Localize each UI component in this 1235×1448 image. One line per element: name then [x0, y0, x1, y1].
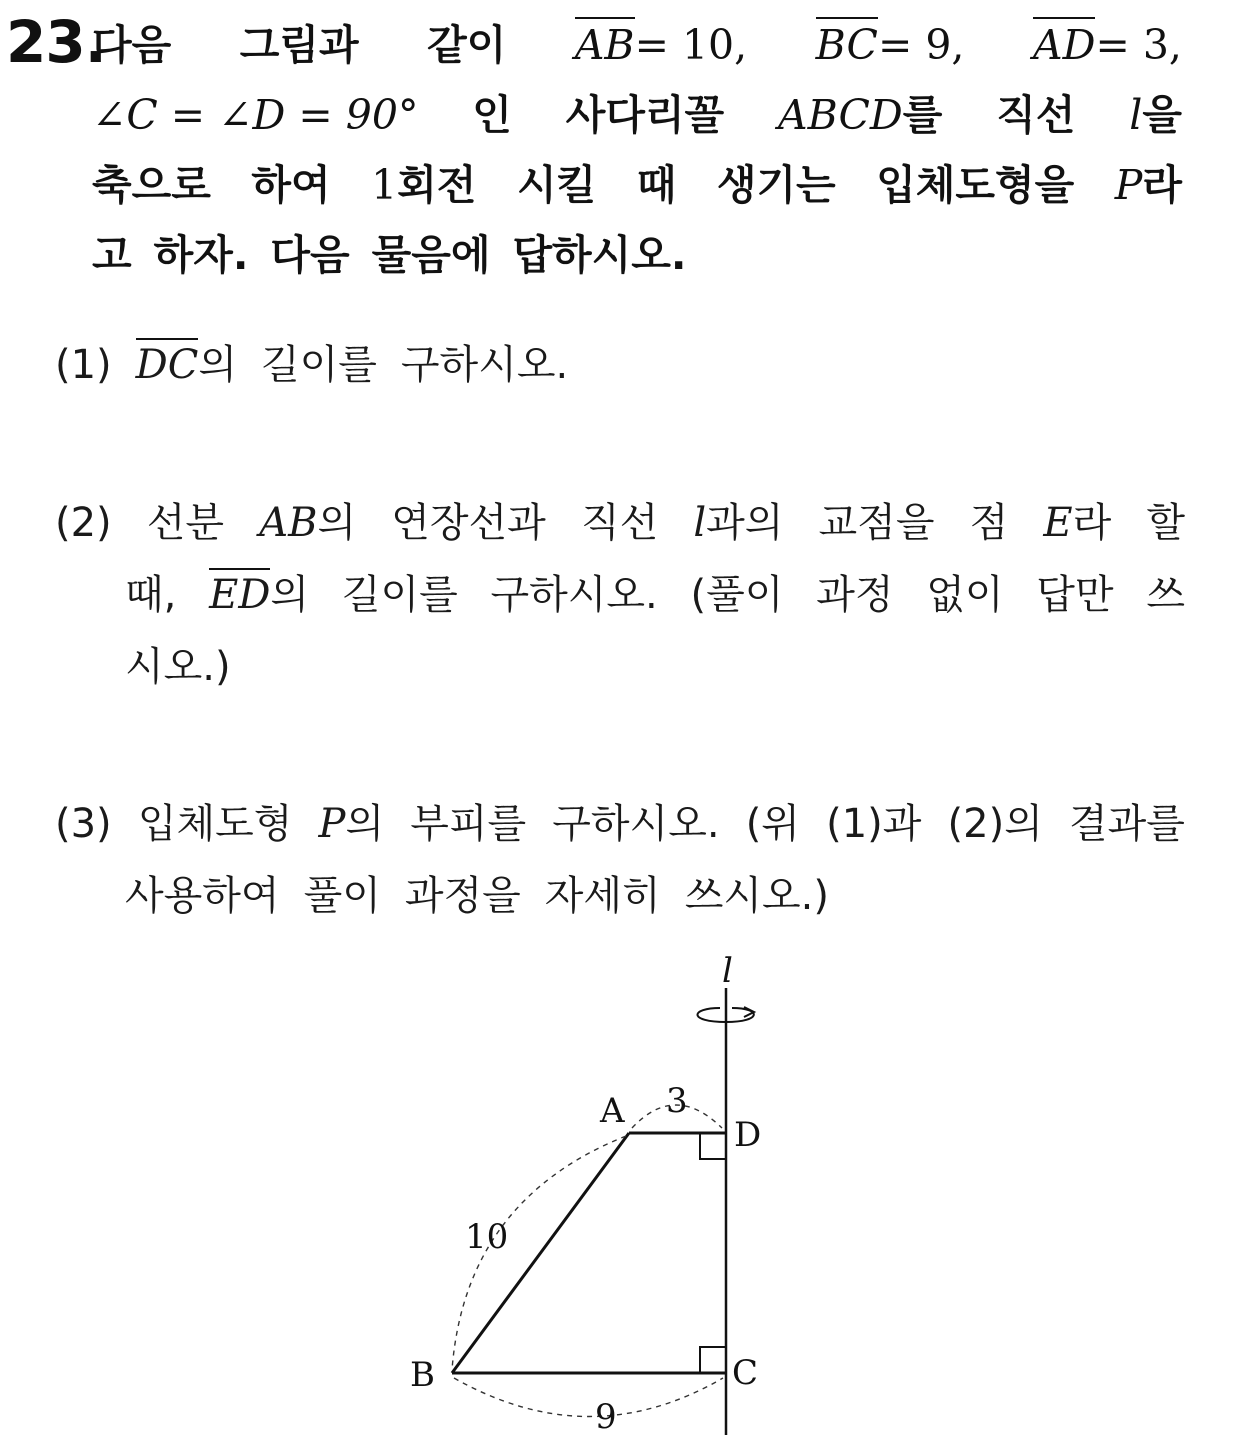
- q-word: 자세히: [544, 873, 661, 919]
- segment-ab-symbol: AB: [575, 17, 635, 69]
- line-l-ref: [1129, 80, 1182, 150]
- stem-word: 생기는: [716, 161, 836, 209]
- stem-word: 때: [636, 161, 677, 209]
- q-word: 입체도형: [137, 801, 293, 847]
- question-1: [55, 329, 1185, 401]
- q-word: (2)의: [947, 801, 1043, 847]
- q-word: 점: [969, 500, 1009, 546]
- q-word: 구하시오.: [552, 801, 720, 847]
- q-particle: 과의: [706, 500, 784, 546]
- point-label-a: A: [600, 1091, 625, 1131]
- stem-word: 축으로: [92, 161, 211, 209]
- q-word: 없이: [926, 572, 1004, 618]
- q-word: 과정을: [404, 873, 521, 919]
- q-particle: 라: [1072, 500, 1112, 546]
- solid-p-ref: [319, 788, 385, 860]
- point-label-d: D: [734, 1115, 762, 1155]
- stem-word: 다음: [270, 231, 350, 279]
- stem-particle: 회전: [397, 161, 477, 209]
- segment-ad-symbol: AD: [1033, 17, 1095, 69]
- stem-particle: 를: [902, 91, 943, 139]
- q-particle: 의: [270, 572, 310, 618]
- trapezoid-figure: [370, 950, 790, 1440]
- question-2-line-3: [125, 631, 1185, 703]
- stem-word: 시킬: [516, 161, 597, 209]
- q-word: 결과를: [1069, 801, 1185, 847]
- q-word: 쓰시오.): [684, 873, 829, 919]
- question-2: [55, 487, 1185, 703]
- segment-ab-ref: [259, 487, 356, 559]
- stem-word: 인: [472, 91, 512, 139]
- q-word: 길이를: [261, 342, 377, 388]
- solid-p-ref: [1115, 150, 1182, 220]
- q-word: 사용하여: [125, 873, 280, 919]
- stem-line-4: [92, 220, 1182, 290]
- q-particle: 의: [317, 500, 357, 546]
- question-2-line-1: [55, 487, 1185, 559]
- segment-bc-value: = 9,: [877, 21, 965, 69]
- q-word: 길이를: [341, 572, 458, 618]
- solid-p-symbol: P: [318, 801, 346, 847]
- trapezoid-symbol: ABCD: [778, 91, 903, 139]
- problem-number: 23.: [6, 8, 106, 76]
- q-word: (위: [745, 801, 800, 847]
- q-word: 직선: [580, 500, 659, 546]
- segment-ab-value: = 10,: [634, 21, 748, 69]
- point-e-symbol: E: [1043, 500, 1073, 546]
- point-label-c: C: [732, 1353, 759, 1393]
- q-word: 연장선과: [391, 500, 546, 546]
- q-word: (1)과: [826, 801, 922, 847]
- segment-ad-given: [1033, 10, 1182, 80]
- stem-line-1: [92, 10, 1182, 80]
- line-l-ref: [693, 487, 783, 559]
- stem-word: 하자.: [153, 231, 249, 279]
- stem-line-3: [92, 150, 1182, 220]
- q-word: 답만: [1036, 572, 1114, 618]
- segment-ab-name: AB: [259, 500, 318, 546]
- q-word: 교점을: [818, 500, 935, 546]
- q-particle: 의: [198, 342, 237, 388]
- q-word: 때,: [125, 572, 177, 618]
- question-3: [55, 788, 1185, 932]
- question-1-line-1: [55, 329, 1185, 401]
- stem-particle: 을: [1142, 91, 1182, 139]
- q-word: 풀이: [303, 873, 381, 919]
- stem-word: 다음: [92, 21, 172, 69]
- segment-dc-ref: [136, 329, 237, 401]
- q-word: 시오.): [125, 644, 231, 690]
- point-label-b: B: [410, 1355, 435, 1395]
- q-word: (풀이: [690, 572, 784, 618]
- length-label-bc: 9: [595, 1397, 617, 1437]
- stem-word: 그림과: [239, 21, 359, 69]
- segment-ed-ref: [209, 559, 309, 631]
- q-word: 쓰: [1146, 572, 1185, 618]
- q-word: 할: [1146, 500, 1185, 546]
- question-3-label: (3): [55, 801, 112, 847]
- solid-p-symbol: P: [1114, 161, 1143, 209]
- question-2-line-2: [125, 559, 1185, 631]
- question-3-line-1: [55, 788, 1185, 860]
- length-label-ad: 3: [666, 1081, 688, 1121]
- stem-word: 직선: [996, 91, 1076, 139]
- q-word: 선분: [146, 500, 225, 546]
- stem-word: 사다리꼴: [565, 91, 725, 139]
- trapezoid-name: [778, 80, 942, 150]
- segment-bc-symbol: BC: [816, 17, 878, 69]
- stem-word: 고: [92, 231, 132, 279]
- line-l-symbol: l: [1129, 91, 1143, 139]
- question-1-label: (1): [55, 342, 112, 388]
- q-word: 구하시오.: [490, 572, 658, 618]
- stem-word: 같이: [427, 21, 507, 69]
- length-label-ab: 10: [465, 1217, 509, 1257]
- segment-dc-symbol: DC: [136, 338, 199, 388]
- stem-line-2: [92, 80, 1182, 150]
- question-2-label: (2): [55, 500, 112, 546]
- rotation-count: [371, 150, 476, 220]
- q-word: 과정: [816, 572, 894, 618]
- q-particle: 의: [345, 801, 385, 847]
- stem-particle: 라: [1142, 161, 1182, 209]
- right-angle-c-icon: [700, 1347, 726, 1373]
- point-e-ref: [1043, 487, 1111, 559]
- segment-bc-given: [816, 10, 965, 80]
- question-3-line-2: [125, 860, 1185, 932]
- q-word: 구하시오.: [400, 342, 569, 388]
- stem-word: 입체도형을: [876, 161, 1075, 209]
- line-l-symbol: l: [693, 500, 707, 546]
- dimension-arc-bc: [454, 1378, 723, 1417]
- stem-word: 하여: [251, 161, 331, 209]
- q-word: 부피를: [410, 801, 527, 847]
- segment-ed-symbol: ED: [209, 568, 270, 618]
- stem-word: 답하시오.: [512, 231, 687, 279]
- stem-word: 물음에: [371, 231, 491, 279]
- problem-stem: [92, 10, 1182, 290]
- rotation-number: 1: [371, 161, 398, 209]
- segment-ad-value: = 3,: [1095, 21, 1182, 69]
- segment-ab-given: [575, 10, 747, 80]
- right-angle-d-icon: [700, 1133, 726, 1159]
- axis-label-l: l: [722, 951, 733, 991]
- angle-condition: ∠C = ∠D = 90°: [92, 91, 419, 139]
